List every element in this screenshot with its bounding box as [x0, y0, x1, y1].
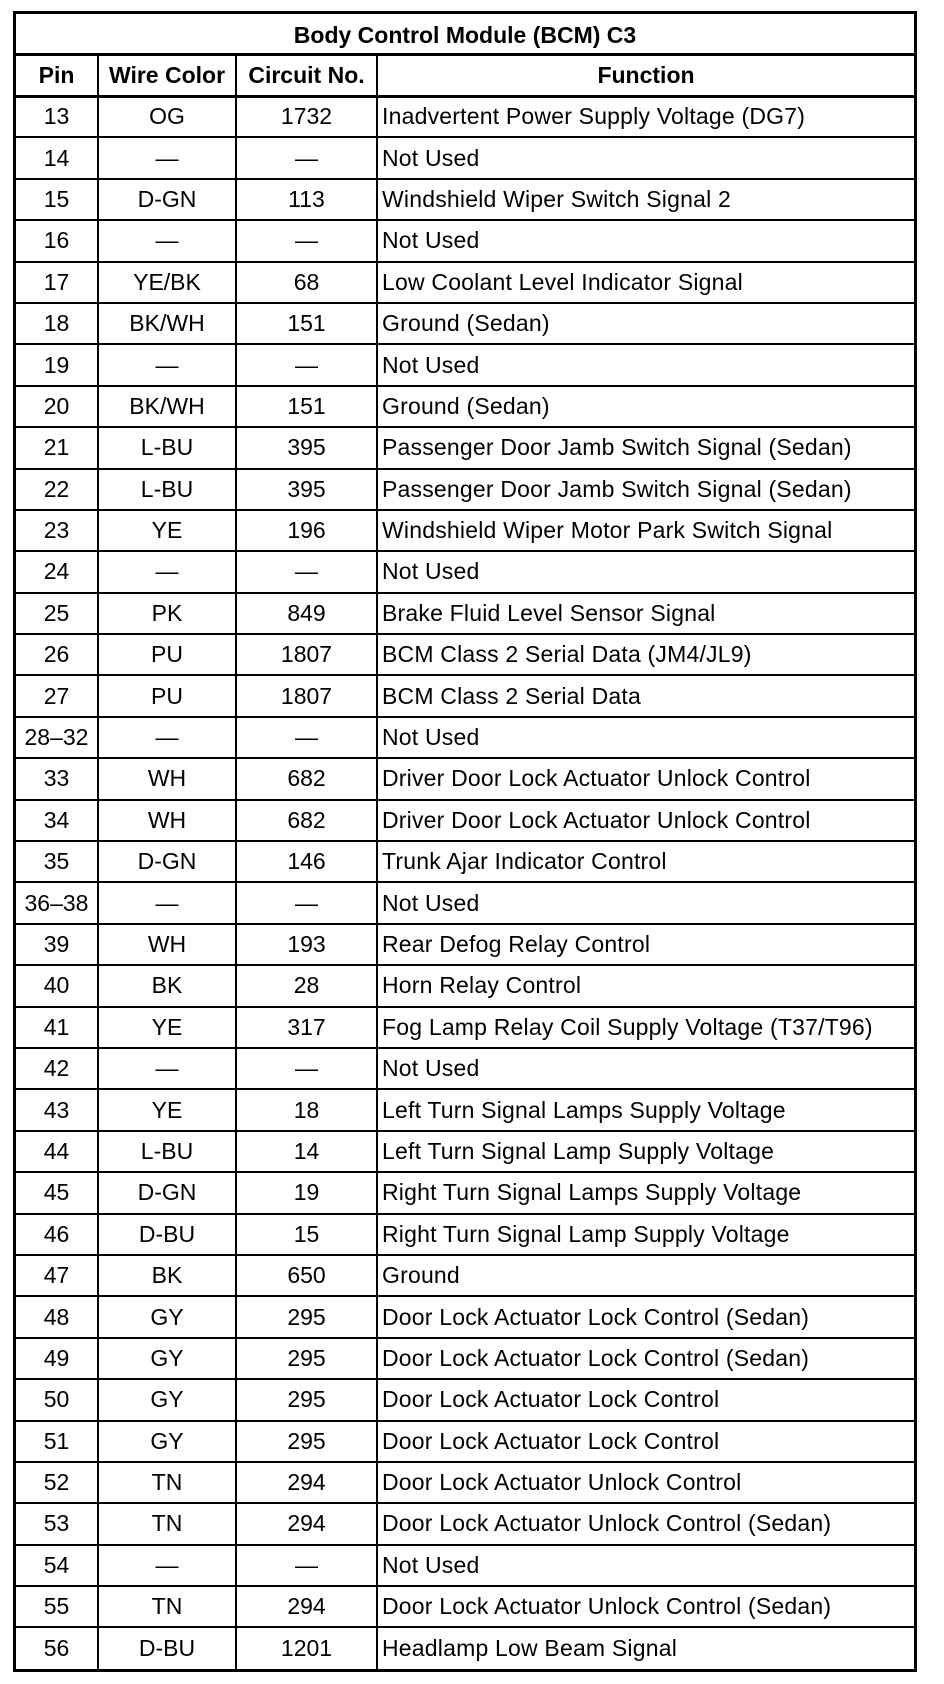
- wire-color-cell: BK: [98, 1255, 236, 1296]
- pin-cell: 18: [16, 303, 98, 344]
- wire-color-cell: —: [98, 717, 236, 758]
- pin-cell: 46: [16, 1214, 98, 1255]
- pin-cell: 25: [16, 593, 98, 634]
- function-cell: Low Coolant Level Indicator Signal: [377, 262, 914, 303]
- function-cell: Not Used: [377, 220, 914, 261]
- pin-cell: 36–38: [16, 882, 98, 923]
- table-title: Body Control Module (BCM) C3: [16, 14, 914, 56]
- table-row: [16, 1255, 914, 1296]
- function-cell: Driver Door Lock Actuator Unlock Control: [377, 758, 914, 799]
- table-row: [16, 344, 914, 385]
- wire-color-cell: D-BU: [98, 1214, 236, 1255]
- table-row: [16, 675, 914, 716]
- circuit-no-cell: 295: [236, 1379, 377, 1420]
- pin-cell: 51: [16, 1421, 98, 1462]
- table-row: [16, 1421, 914, 1462]
- pin-cell: 27: [16, 675, 98, 716]
- circuit-no-cell: —: [236, 1048, 377, 1089]
- function-cell: Ground (Sedan): [377, 303, 914, 344]
- table-row: [16, 1545, 914, 1586]
- table-row: [16, 1627, 914, 1668]
- wire-color-cell: L-BU: [98, 469, 236, 510]
- circuit-no-cell: 295: [236, 1338, 377, 1379]
- function-cell: Left Turn Signal Lamps Supply Voltage: [377, 1089, 914, 1130]
- pin-cell: 22: [16, 469, 98, 510]
- wire-color-cell: L-BU: [98, 1131, 236, 1172]
- circuit-no-cell: 151: [236, 386, 377, 427]
- function-cell: BCM Class 2 Serial Data: [377, 675, 914, 716]
- circuit-no-cell: 196: [236, 510, 377, 551]
- wire-color-cell: PU: [98, 634, 236, 675]
- function-cell: Right Turn Signal Lamp Supply Voltage: [377, 1214, 914, 1255]
- circuit-no-cell: 14: [236, 1131, 377, 1172]
- table-row: [16, 1462, 914, 1503]
- function-cell: Not Used: [377, 344, 914, 385]
- wire-color-cell: —: [98, 137, 236, 178]
- header-wire-color: Wire Color: [98, 56, 236, 96]
- circuit-no-cell: 682: [236, 758, 377, 799]
- function-cell: Door Lock Actuator Unlock Control (Sedan): [377, 1586, 914, 1627]
- pin-cell: 15: [16, 179, 98, 220]
- function-cell: Windshield Wiper Motor Park Switch Signal: [377, 510, 914, 551]
- pin-cell: 23: [16, 510, 98, 551]
- pin-cell: 43: [16, 1089, 98, 1130]
- circuit-no-cell: 395: [236, 469, 377, 510]
- wire-color-cell: OG: [98, 96, 236, 137]
- pin-cell: 48: [16, 1296, 98, 1337]
- circuit-no-cell: 113: [236, 179, 377, 220]
- circuit-no-cell: 295: [236, 1296, 377, 1337]
- function-cell: Door Lock Actuator Unlock Control: [377, 1462, 914, 1503]
- wire-color-cell: —: [98, 1545, 236, 1586]
- circuit-no-cell: —: [236, 220, 377, 261]
- table-row: [16, 717, 914, 758]
- wire-color-cell: D-GN: [98, 1172, 236, 1213]
- wire-color-cell: YE: [98, 510, 236, 551]
- table-row: [16, 220, 914, 261]
- wire-color-cell: D-GN: [98, 841, 236, 882]
- circuit-no-cell: 68: [236, 262, 377, 303]
- table-row: [16, 1379, 914, 1420]
- pinout-grid: [16, 56, 914, 1669]
- table-row: [16, 303, 914, 344]
- pin-cell: 14: [16, 137, 98, 178]
- pin-cell: 49: [16, 1338, 98, 1379]
- function-cell: Door Lock Actuator Lock Control: [377, 1379, 914, 1420]
- function-cell: Windshield Wiper Switch Signal 2: [377, 179, 914, 220]
- table-row: [16, 1296, 914, 1337]
- table-row: [16, 758, 914, 799]
- function-cell: Right Turn Signal Lamps Supply Voltage: [377, 1172, 914, 1213]
- pin-cell: 33: [16, 758, 98, 799]
- table-row: [16, 634, 914, 675]
- pin-cell: 20: [16, 386, 98, 427]
- circuit-no-cell: —: [236, 137, 377, 178]
- header-circuit-no: Circuit No.: [236, 56, 377, 96]
- pin-cell: 41: [16, 1007, 98, 1048]
- circuit-no-cell: 146: [236, 841, 377, 882]
- pin-cell: 28–32: [16, 717, 98, 758]
- function-cell: Rear Defog Relay Control: [377, 924, 914, 965]
- function-cell: Passenger Door Jamb Switch Signal (Sedan): [377, 469, 914, 510]
- circuit-no-cell: 151: [236, 303, 377, 344]
- table-row: [16, 96, 914, 137]
- wire-color-cell: PU: [98, 675, 236, 716]
- pin-cell: 13: [16, 96, 98, 137]
- function-cell: Inadvertent Power Supply Voltage (DG7): [377, 96, 914, 137]
- circuit-no-cell: 294: [236, 1503, 377, 1544]
- table-row: [16, 1131, 914, 1172]
- function-cell: Horn Relay Control: [377, 965, 914, 1006]
- pin-cell: 16: [16, 220, 98, 261]
- wire-color-cell: L-BU: [98, 427, 236, 468]
- function-cell: Brake Fluid Level Sensor Signal: [377, 593, 914, 634]
- function-cell: Not Used: [377, 1048, 914, 1089]
- function-cell: Left Turn Signal Lamp Supply Voltage: [377, 1131, 914, 1172]
- wire-color-cell: D-GN: [98, 179, 236, 220]
- pin-cell: 52: [16, 1462, 98, 1503]
- pin-cell: 40: [16, 965, 98, 1006]
- function-cell: Not Used: [377, 137, 914, 178]
- function-cell: Door Lock Actuator Lock Control: [377, 1421, 914, 1462]
- table-row: [16, 1172, 914, 1213]
- wire-color-cell: WH: [98, 758, 236, 799]
- table-body: [16, 96, 914, 1669]
- pin-cell: 50: [16, 1379, 98, 1420]
- pin-cell: 34: [16, 800, 98, 841]
- wire-color-cell: BK: [98, 965, 236, 1006]
- table-row: [16, 593, 914, 634]
- table-row: [16, 924, 914, 965]
- function-cell: Ground: [377, 1255, 914, 1296]
- circuit-no-cell: 1807: [236, 675, 377, 716]
- circuit-no-cell: —: [236, 882, 377, 923]
- table-row: [16, 262, 914, 303]
- pin-cell: 21: [16, 427, 98, 468]
- wire-color-cell: YE: [98, 1007, 236, 1048]
- circuit-no-cell: 1732: [236, 96, 377, 137]
- function-cell: BCM Class 2 Serial Data (JM4/JL9): [377, 634, 914, 675]
- pin-cell: 44: [16, 1131, 98, 1172]
- circuit-no-cell: 1201: [236, 1627, 377, 1668]
- circuit-no-cell: 295: [236, 1421, 377, 1462]
- wire-color-cell: WH: [98, 800, 236, 841]
- function-cell: Not Used: [377, 882, 914, 923]
- wire-color-cell: GY: [98, 1338, 236, 1379]
- table-row: [16, 800, 914, 841]
- pin-cell: 24: [16, 551, 98, 592]
- table-row: [16, 1338, 914, 1379]
- wire-color-cell: —: [98, 551, 236, 592]
- wire-color-cell: —: [98, 344, 236, 385]
- pin-cell: 17: [16, 262, 98, 303]
- wire-color-cell: —: [98, 882, 236, 923]
- table-row: [16, 965, 914, 1006]
- pin-cell: 26: [16, 634, 98, 675]
- wire-color-cell: TN: [98, 1462, 236, 1503]
- wire-color-cell: GY: [98, 1379, 236, 1420]
- table-row: [16, 386, 914, 427]
- function-cell: Door Lock Actuator Unlock Control (Sedan): [377, 1503, 914, 1544]
- wire-color-cell: TN: [98, 1503, 236, 1544]
- header-pin: Pin: [16, 56, 98, 96]
- pin-cell: 47: [16, 1255, 98, 1296]
- table-row: [16, 551, 914, 592]
- pin-cell: 54: [16, 1545, 98, 1586]
- table-row: [16, 1214, 914, 1255]
- wire-color-cell: BK/WH: [98, 386, 236, 427]
- function-cell: Not Used: [377, 551, 914, 592]
- circuit-no-cell: 1807: [236, 634, 377, 675]
- circuit-no-cell: 317: [236, 1007, 377, 1048]
- function-cell: Driver Door Lock Actuator Unlock Control: [377, 800, 914, 841]
- table-row: [16, 137, 914, 178]
- table-row: [16, 882, 914, 923]
- wire-color-cell: YE: [98, 1089, 236, 1130]
- wire-color-cell: WH: [98, 924, 236, 965]
- pin-cell: 39: [16, 924, 98, 965]
- header-function: Function: [377, 56, 914, 96]
- circuit-no-cell: 18: [236, 1089, 377, 1130]
- pin-cell: 56: [16, 1627, 98, 1668]
- circuit-no-cell: 294: [236, 1586, 377, 1627]
- table-row: [16, 510, 914, 551]
- wire-color-cell: —: [98, 1048, 236, 1089]
- function-cell: Ground (Sedan): [377, 386, 914, 427]
- wire-color-cell: BK/WH: [98, 303, 236, 344]
- circuit-no-cell: —: [236, 717, 377, 758]
- wire-color-cell: PK: [98, 593, 236, 634]
- circuit-no-cell: 849: [236, 593, 377, 634]
- pin-cell: 42: [16, 1048, 98, 1089]
- table-row: [16, 841, 914, 882]
- circuit-no-cell: 28: [236, 965, 377, 1006]
- wire-color-cell: YE/BK: [98, 262, 236, 303]
- function-cell: Fog Lamp Relay Coil Supply Voltage (T37/T96): [377, 1007, 914, 1048]
- wire-color-cell: GY: [98, 1296, 236, 1337]
- pin-cell: 35: [16, 841, 98, 882]
- table-row: [16, 1586, 914, 1627]
- wire-color-cell: D-BU: [98, 1627, 236, 1668]
- function-cell: Not Used: [377, 1545, 914, 1586]
- function-cell: Passenger Door Jamb Switch Signal (Sedan): [377, 427, 914, 468]
- header-row: [16, 56, 914, 96]
- wire-color-cell: GY: [98, 1421, 236, 1462]
- circuit-no-cell: 682: [236, 800, 377, 841]
- function-cell: Headlamp Low Beam Signal: [377, 1627, 914, 1668]
- table-row: [16, 179, 914, 220]
- circuit-no-cell: 193: [236, 924, 377, 965]
- pin-cell: 19: [16, 344, 98, 385]
- circuit-no-cell: 395: [236, 427, 377, 468]
- pin-cell: 53: [16, 1503, 98, 1544]
- function-cell: Not Used: [377, 717, 914, 758]
- circuit-no-cell: —: [236, 344, 377, 385]
- function-cell: Door Lock Actuator Lock Control (Sedan): [377, 1296, 914, 1337]
- wire-color-cell: —: [98, 220, 236, 261]
- circuit-no-cell: —: [236, 551, 377, 592]
- table-row: [16, 1089, 914, 1130]
- pin-cell: 45: [16, 1172, 98, 1213]
- function-cell: Trunk Ajar Indicator Control: [377, 841, 914, 882]
- function-cell: Door Lock Actuator Lock Control (Sedan): [377, 1338, 914, 1379]
- table-row: [16, 1048, 914, 1089]
- table-row: [16, 1007, 914, 1048]
- circuit-no-cell: 294: [236, 1462, 377, 1503]
- circuit-no-cell: 19: [236, 1172, 377, 1213]
- connector-pinout-table: [13, 11, 917, 1672]
- wire-color-cell: TN: [98, 1586, 236, 1627]
- table-row: [16, 469, 914, 510]
- table-row: [16, 1503, 914, 1544]
- circuit-no-cell: 15: [236, 1214, 377, 1255]
- pin-cell: 55: [16, 1586, 98, 1627]
- circuit-no-cell: —: [236, 1545, 377, 1586]
- table-row: [16, 427, 914, 468]
- circuit-no-cell: 650: [236, 1255, 377, 1296]
